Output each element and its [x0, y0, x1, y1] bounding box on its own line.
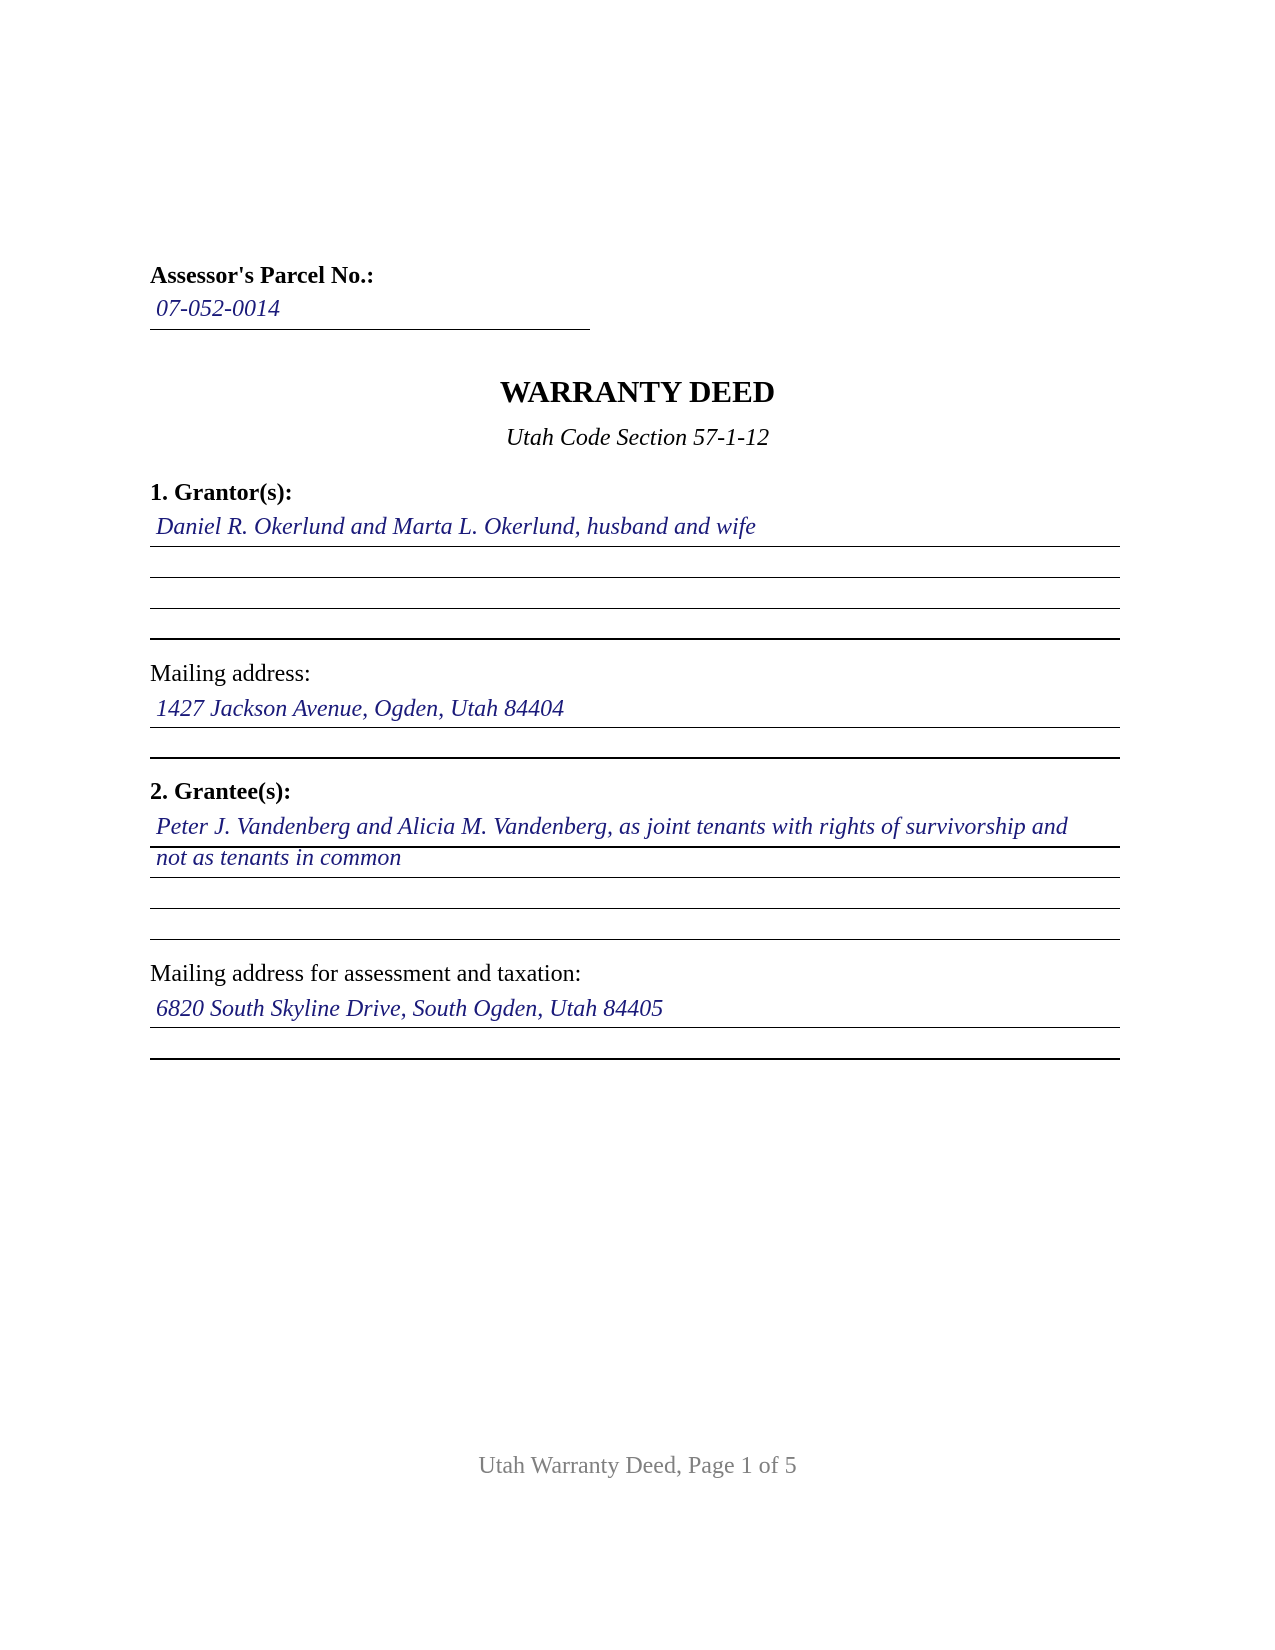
grantor-mailing-value: 1427 Jackson Avenue, Ogden, Utah 84404: [156, 696, 565, 722]
grantee-line-2: [150, 877, 1120, 878]
grantee-mailing-value: 6820 South Skyline Drive, South Ogden, Utah 84405: [156, 996, 664, 1022]
grantor-mailing-label: Mailing address:: [150, 661, 311, 687]
grantee-line-4: [150, 939, 1120, 940]
grantee-line-3: [150, 908, 1120, 909]
grantee-mailing-line-2: [150, 1058, 1120, 1060]
parcel-label: Assessor's Parcel No.:: [150, 263, 375, 289]
document-subtitle: Utah Code Section 57-1-12: [505, 425, 770, 451]
grantor-value: Daniel R. Okerlund and Marta L. Okerlund, husband and wife: [156, 514, 756, 540]
grantor-line-1: [150, 546, 1120, 547]
parcel-underline: [150, 329, 590, 330]
grantee-mailing-line-1: [150, 1027, 1120, 1028]
page-footer: Utah Warranty Deed, Page 1 of 5: [478, 1453, 797, 1479]
grantee-value-line2: not as tenants in common: [156, 845, 402, 871]
grantee-mailing-label: Mailing address for assessment and taxation:: [150, 961, 582, 987]
grantor-label: 1. Grantor(s):: [150, 480, 293, 506]
grantor-line-4: [150, 638, 1120, 640]
grantor-mailing-line-2: [150, 757, 1120, 759]
grantee-label: 2. Grantee(s):: [150, 779, 292, 805]
grantor-line-2: [150, 577, 1120, 578]
parcel-value: 07-052-0014: [156, 296, 280, 322]
document-title: WARRANTY DEED: [499, 374, 776, 409]
grantor-line-3: [150, 608, 1120, 609]
grantee-value-line1: Peter J. Vandenberg and Alicia M. Vandenberg, as joint tenants with rights of survivorship and: [156, 814, 1068, 840]
grantor-mailing-line-1: [150, 727, 1120, 728]
